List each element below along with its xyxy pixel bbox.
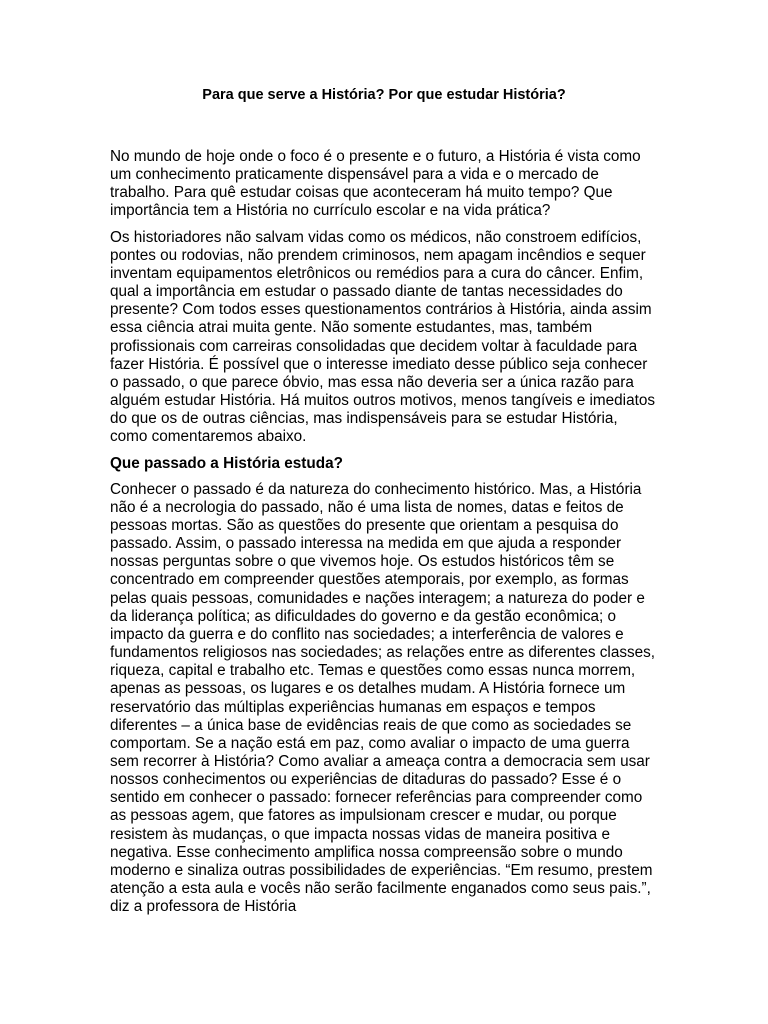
- paragraph-intro: No mundo de hoje onde o foco é o presente e o futuro, a História é vista como um conhecimento praticamente dispensável para a vida e o mercado de trabalho. Para quê estudar coisas que aconteceram há muito tempo? Que importância tem a História no currículo escolar e na vida prática?: [110, 148, 641, 220]
- document-body: [110, 148, 658, 924]
- section-heading: Que passado a História estuda?: [110, 454, 343, 472]
- paragraph-past: Conhecer o passado é da natureza do conhecimento histórico. Mas, a História não é a necrologia do passado, não é uma lista de nomes, datas e feitos de pessoas mortas. São as questões do presente que orientam a pesquisa do passado. Assim, o passado interessa na medida em que ajuda a responder nossas perguntas sobre o que vivemos hoje. Os estudos históricos têm se concentrado em compreender questões atemporais, por exemplo, as formas pelas quais pessoas, comunidades e nações interagem; a natureza do poder e da liderança política; as dificuldades do governo e da gestão econômica; o impacto da guerra e do conflito nas sociedades; a interferência de valores e fundamentos religiosos nas sociedades; as relações entre as diferentes classes, riqueza, capital e trabalho etc. Temas e questões como essas nunca morrem, apenas as pessoas, os lugares e os detalhes mudam. A História fornece um reservatório das múltiplas experiências humanas em espaços e tempos diferentes – a única base de evidências reais de que como as sociedades se comportam. Se a nação está em paz, como avaliar o impacto de uma guerra sem recorrer à História? Como avaliar a ameaça contra a democracia sem usar nossos conhecimentos ou experiências de ditaduras do passado? Esse é o sentido em conhecer o passado: fornecer referências para compreender como as pessoas agem, que fatores as impulsionam crescer e mudar, ou porque resistem às mudanças, o que impacta nossas vidas de maneira positiva e negativa. Esse conhecimento amplifica nossa compreensão sobre o mundo moderno e sinaliza outras possibilidades de experiências. “Em resumo, prestem atenção a esta aula e vocês não serão facilmente enganados como seus pais.”, diz a professora de História: [110, 480, 656, 916]
- paragraph-historians: Os historiadores não salvam vidas como os médicos, não constroem edifícios, pontes ou rodovias, não prendem criminosos, nem apagam incêndios e sequer inventam equipamentos eletrônicos ou remédios para a cura do câncer. Enfim, qual a importância em estudar o passado diante de tantas necessidades do presente? Com todos esses questionamentos contrários à História, ainda assim essa ciência atrai muita gente. Não somente estudantes, mas, também profissionais com carreiras consolidadas que decidem voltar à faculdade para fazer História. É possível que o interesse imediato desse público seja conhecer o passado, o que parece óbvio, mas essa não deveria ser a única razão para alguém estudar História. Há muitos outros motivos, menos tangíveis e imediatos do que os de outras ciências, mas indispensáveis para se estudar História, como comentaremos abaixo.: [110, 228, 655, 446]
- page-title: Para que serve a História? Por que estudar História?: [202, 87, 566, 103]
